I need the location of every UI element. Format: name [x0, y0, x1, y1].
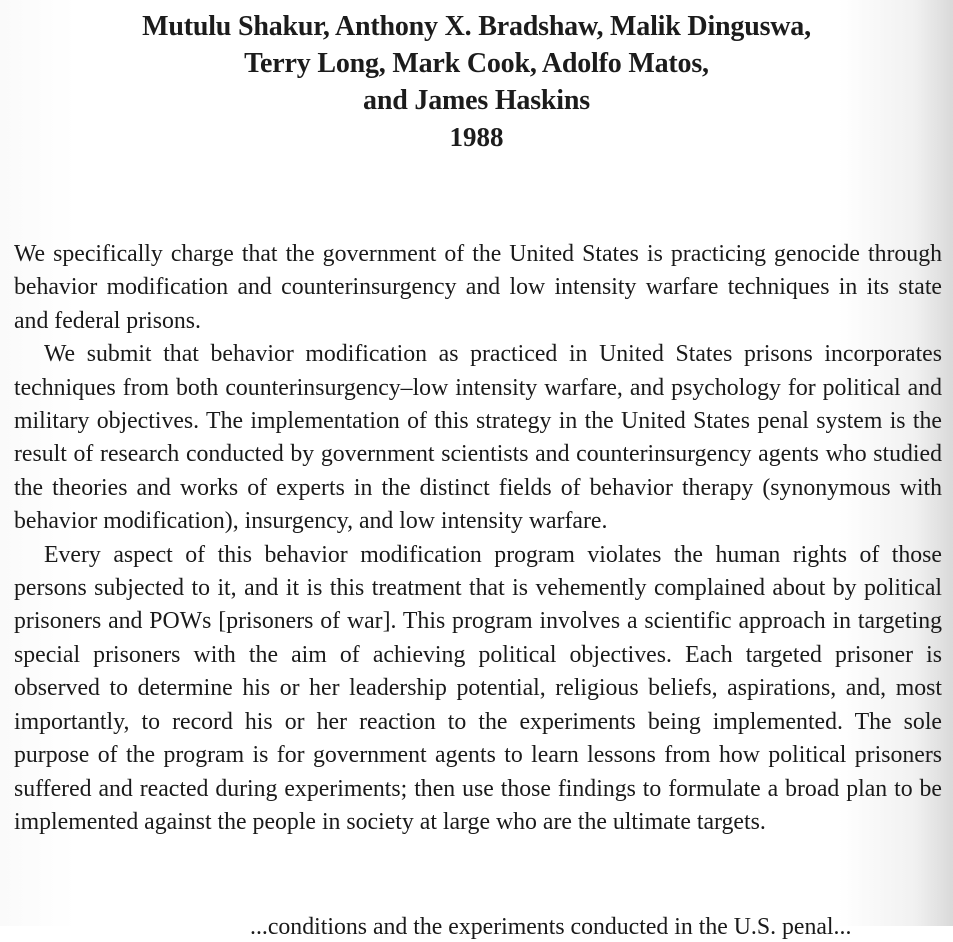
- author-line: Terry Long, Mark Cook, Adolfo Matos,: [244, 48, 709, 79]
- cutoff-text-line: ...conditions and the experiments conducted in the U.S. penal...: [250, 914, 852, 940]
- chapter-header: [0, 8, 953, 155]
- paragraph: We specifically charge that the government of the United States is practicing genocide through behavior modification and counterinsurgency and low intensity warfare techniques in its state and federal prisons.: [14, 241, 942, 334]
- paragraph: We submit that behavior modification as practiced in United States prisons incorporates techniques from both counterinsurgency–low intensity warfare, and psychology for political and military objectives. The implementation of this strategy in the United States penal system is the result of research conducted by government scientists and counterinsurgency agents who studied the theories and works of experts in the distinct fields of behavior therapy (synonymous with behavior modification), insurgency, and low intensity warfare.: [14, 341, 942, 535]
- author-line: and James Haskins: [363, 85, 590, 116]
- paragraph: Every aspect of this behavior modification program violates the human rights of those persons subjected to it, and it is this treatment that is vehemently complained about by political prisoners and POWs [prisoners of war]. This program involves a scientific approach in targeting special prisoners with the aim of achieving political objectives. Each targeted prisoner is observed to determine his or her leadership potential, religious beliefs, aspirations, and, most importantly, to record his or her reaction to the experiments being implemented. The sole purpose of the program is for government agents to learn lessons from how political prisoners suffered and reacted during experiments; then use those findings to formulate a broad plan to be implemented against the people in society at large who are the ultimate targets.: [14, 541, 942, 835]
- publication-year: 1988: [449, 122, 504, 152]
- body-text: [14, 238, 942, 839]
- author-line: Mutulu Shakur, Anthony X. Bradshaw, Malik Dinguswa,: [142, 11, 811, 42]
